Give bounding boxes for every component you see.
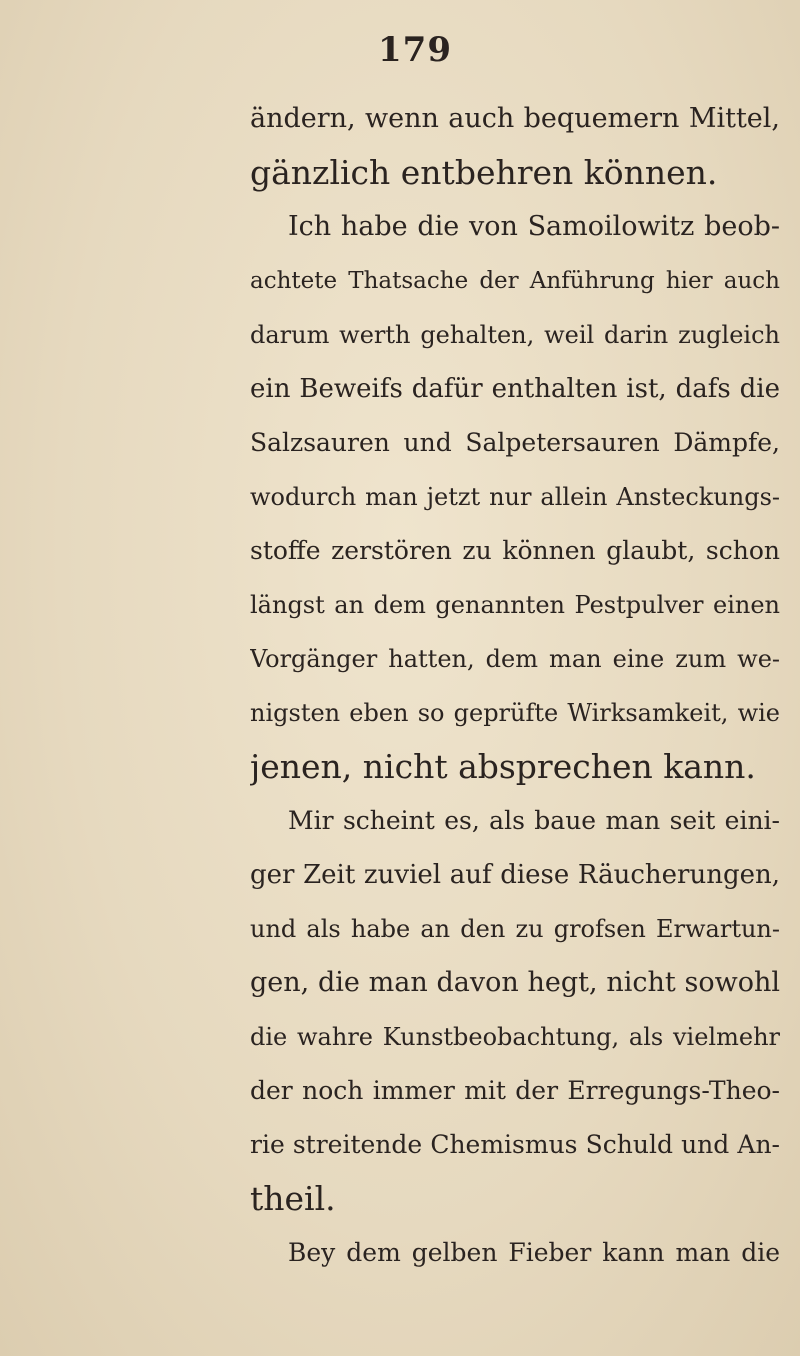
text-line: darum werth gehalten, weil darin zugleich [250,321,780,349]
text-line: Bey dem gelben Fieber kann man die [288,1238,780,1267]
text-line: längst an dem genannten Pestpulver einen [250,591,780,619]
text-line: ein Beweifs dafür enthalten ist, dafs die [250,374,780,404]
text-line: Vorgänger hatten, dem man eine zum we- [250,645,780,673]
text-line: nigsten eben so geprüfte Wirksamkeit, wie [250,699,780,727]
text-line: und als habe an den zu grofsen Erwartun- [250,915,780,943]
page-number: 179 [378,30,452,70]
text-line: gänzlich entbehren können. [250,153,718,192]
text-line: ändern, wenn auch bequemern Mittel, [250,103,780,134]
text-line: die wahre Kunstbeobachtung, als vielmehr [250,1023,780,1051]
text-line: wodurch man jetzt nur allein Ansteckungs- [250,483,780,511]
text-line: Salzsauren und Salpetersauren Dämpfe, [250,428,780,457]
text-line: ger Zeit zuviel auf diese Räucherungen, [250,860,780,890]
text-line: gen, die man davon hegt, nicht sowohl [250,967,780,998]
text-line: achtete Thatsache der Anführung hier auch [250,268,780,294]
text-line: stoffe zerstören zu können glaubt, schon [250,536,780,565]
text-line: jenen, nicht absprechen kann. [250,747,756,786]
text-line: rie streitende Chemismus Schuld und An- [250,1130,780,1159]
text-line: Mir scheint es, als baue man seit eini- [288,806,780,835]
text-body [250,92,780,1280]
text-line: Ich habe die von Samoilowitz beob- [288,211,780,242]
text-line: der noch immer mit der Erregungs-Theo- [250,1076,780,1105]
text-line: theil. [250,1179,336,1218]
